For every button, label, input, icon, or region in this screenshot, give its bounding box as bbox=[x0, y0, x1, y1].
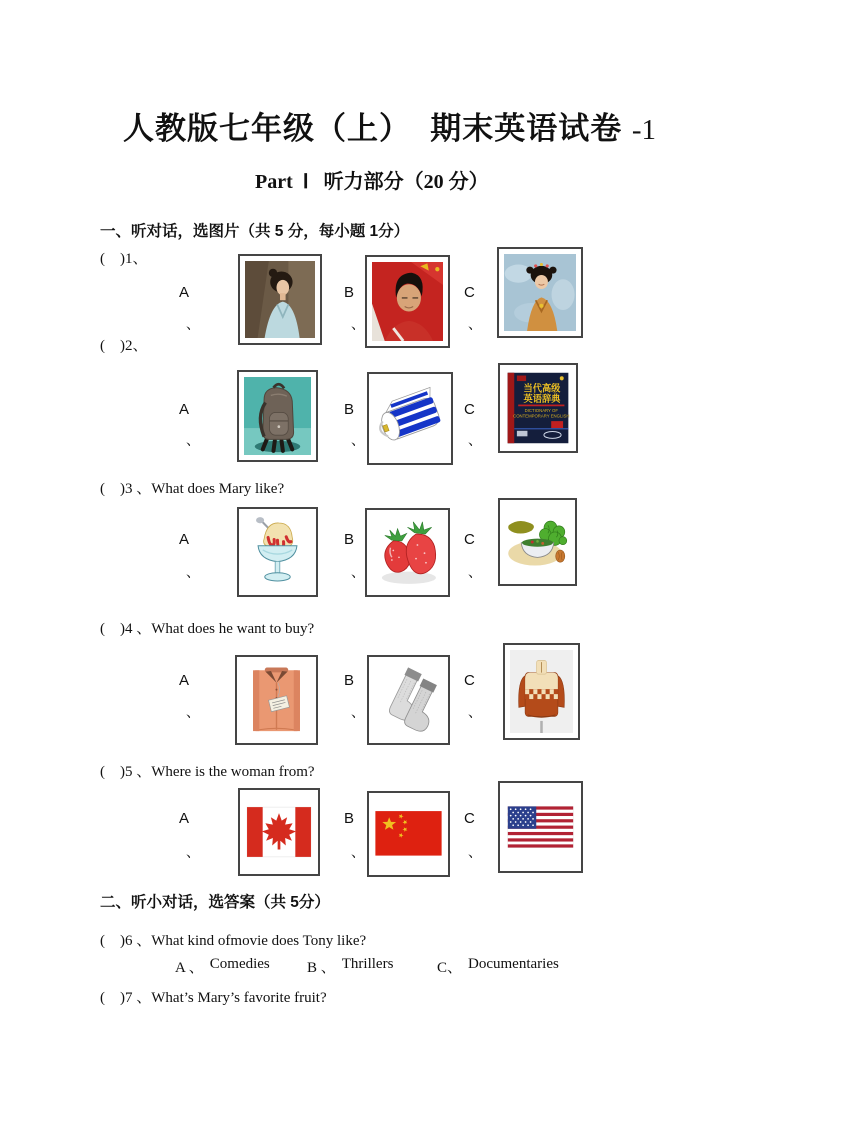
q2-option-b-image-box bbox=[367, 372, 453, 465]
q4-option-b-label: B bbox=[344, 672, 355, 689]
q1-option-a-pause: 、 bbox=[186, 318, 200, 333]
q1-option-b-label: B bbox=[344, 284, 355, 301]
photo-man-red-flag-background-image bbox=[372, 262, 443, 341]
page-title-suffix: -1 bbox=[631, 114, 657, 146]
orange-shirt-image bbox=[242, 662, 311, 738]
q2-option-c-pause: 、 bbox=[468, 434, 482, 449]
question-4-text: What does he want to buy? bbox=[151, 621, 315, 637]
q1-option-c-pause: 、 bbox=[468, 318, 482, 333]
china-flag-image bbox=[374, 798, 443, 870]
q3-option-c-image-box bbox=[498, 498, 577, 586]
page-title bbox=[123, 103, 656, 148]
question-5-prefix: ( )5 、 bbox=[100, 764, 152, 780]
q4-option-a-image-box bbox=[235, 655, 318, 745]
question-6-prefix: ( )6 、 bbox=[100, 933, 152, 949]
q5-option-b-image-box bbox=[367, 791, 450, 877]
q3-option-a-pause: 、 bbox=[186, 566, 200, 581]
salad-vegetables-image bbox=[505, 505, 570, 579]
q3-option-b-pause: 、 bbox=[351, 566, 365, 581]
strawberries-image bbox=[372, 515, 443, 590]
q4-option-c-image-box bbox=[503, 643, 580, 740]
q4-option-a-label: A bbox=[179, 672, 190, 689]
q5-option-c-pause: 、 bbox=[468, 846, 482, 861]
usa-flag-image bbox=[505, 788, 576, 866]
q5-option-c-image-box bbox=[498, 781, 583, 873]
q6-option-a-text: Comedies bbox=[209, 956, 270, 972]
dictionary-subtitle-line1: DICTIONARY OF bbox=[524, 408, 558, 414]
q2-option-c-label: C bbox=[464, 401, 475, 418]
question-5-line bbox=[100, 760, 315, 781]
question-7-prefix: ( )7 、 bbox=[100, 990, 152, 1006]
question-2-prefix: ( )2、 bbox=[100, 338, 148, 354]
question-1-line bbox=[100, 247, 148, 268]
q2-option-a-image-box bbox=[237, 370, 318, 462]
q3-option-c-pause: 、 bbox=[468, 566, 482, 581]
q3-option-c-label: C bbox=[464, 531, 475, 548]
orange-checkered-sweater-image bbox=[510, 650, 573, 733]
q5-option-b-pause: 、 bbox=[351, 846, 365, 861]
q2-option-c-image-box bbox=[498, 363, 578, 453]
q1-option-b-pause: 、 bbox=[351, 318, 365, 333]
question-2-line bbox=[100, 334, 148, 355]
blue-white-striped-pencil-case-image bbox=[374, 379, 446, 458]
dictionary-title-line1: 当代高级 bbox=[523, 383, 561, 395]
q6-option-b-text: Thrillers bbox=[341, 956, 394, 972]
q1-option-c-label: C bbox=[464, 284, 475, 301]
dictionary-title-line2: 英语辞典 bbox=[523, 393, 561, 405]
q1-option-c-image-box bbox=[497, 247, 583, 338]
question-3-text: What does Mary like? bbox=[151, 481, 285, 497]
q2-option-b-pause: 、 bbox=[351, 434, 365, 449]
q4-option-b-image-box bbox=[367, 655, 450, 745]
question-1-prefix: ( )1、 bbox=[100, 251, 148, 267]
q5-option-a-pause: 、 bbox=[186, 846, 200, 861]
q1-option-b-image-box bbox=[365, 255, 450, 348]
q6-option-c bbox=[437, 956, 559, 977]
q6-option-a-label: A 、 bbox=[175, 960, 204, 976]
ice-cream-sundae-image bbox=[244, 514, 311, 590]
gray-socks-image bbox=[374, 662, 443, 738]
page-title-main: 人教版七年级（上） 期末英语试卷 bbox=[123, 111, 623, 146]
photo-woman-light-blue-hanfu-image bbox=[245, 261, 315, 338]
q4-option-c-pause: 、 bbox=[468, 706, 482, 721]
q4-option-a-pause: 、 bbox=[186, 706, 200, 721]
question-7-text: What’s Mary’s favorite fruit? bbox=[151, 990, 327, 1006]
q6-option-b-label: B 、 bbox=[307, 960, 336, 976]
q5-option-a-label: A bbox=[179, 810, 190, 827]
gray-backpack-image bbox=[244, 377, 311, 455]
q6-option-c-text: Documentaries bbox=[468, 956, 559, 972]
q5-option-a-image-box bbox=[238, 788, 320, 876]
section2-heading: 二、听小对话，选答案（共 5分） bbox=[100, 894, 330, 911]
q5-option-c-label: C bbox=[464, 810, 475, 827]
question-3-line bbox=[100, 477, 284, 498]
dictionary-subtitle-line2: CONTEMPORARY ENGLISH bbox=[513, 413, 570, 419]
q3-option-a-label: A bbox=[179, 531, 190, 548]
q2-option-b-label: B bbox=[344, 401, 355, 418]
q2-option-a-pause: 、 bbox=[186, 434, 200, 449]
question-5-text: Where is the woman from? bbox=[151, 764, 315, 780]
photo-woman-costume-headdress-image bbox=[504, 254, 576, 331]
english-dictionary-book-image bbox=[505, 370, 571, 446]
q6-option-c-label: C、 bbox=[437, 960, 463, 976]
q2-option-a-label: A bbox=[179, 401, 190, 418]
q3-option-b-image-box bbox=[365, 508, 450, 597]
q5-option-b-label: B bbox=[344, 810, 355, 827]
q1-option-a-image-box bbox=[238, 254, 322, 345]
question-3-prefix: ( )3 、 bbox=[100, 481, 152, 497]
q3-option-a-image-box bbox=[237, 507, 318, 597]
canada-flag-image bbox=[245, 795, 313, 869]
q4-option-b-pause: 、 bbox=[351, 706, 365, 721]
q4-option-c-label: C bbox=[464, 672, 475, 689]
question-4-prefix: ( )4 、 bbox=[100, 621, 152, 637]
question-6-line bbox=[100, 929, 366, 950]
q6-option-b bbox=[307, 956, 393, 977]
part-heading: Part Ⅰ 听力部分（20 分） bbox=[255, 171, 489, 193]
question-6-text: What kind ofmovie does Tony like? bbox=[151, 933, 367, 949]
q6-option-a bbox=[175, 956, 270, 977]
q1-option-a-label: A bbox=[179, 284, 190, 301]
question-4-line bbox=[100, 617, 314, 638]
question-7-line bbox=[100, 986, 327, 1007]
section1-heading: 一、听对话，选图片（共 5 分，每小题 1分） bbox=[100, 223, 410, 240]
q3-option-b-label: B bbox=[344, 531, 355, 548]
